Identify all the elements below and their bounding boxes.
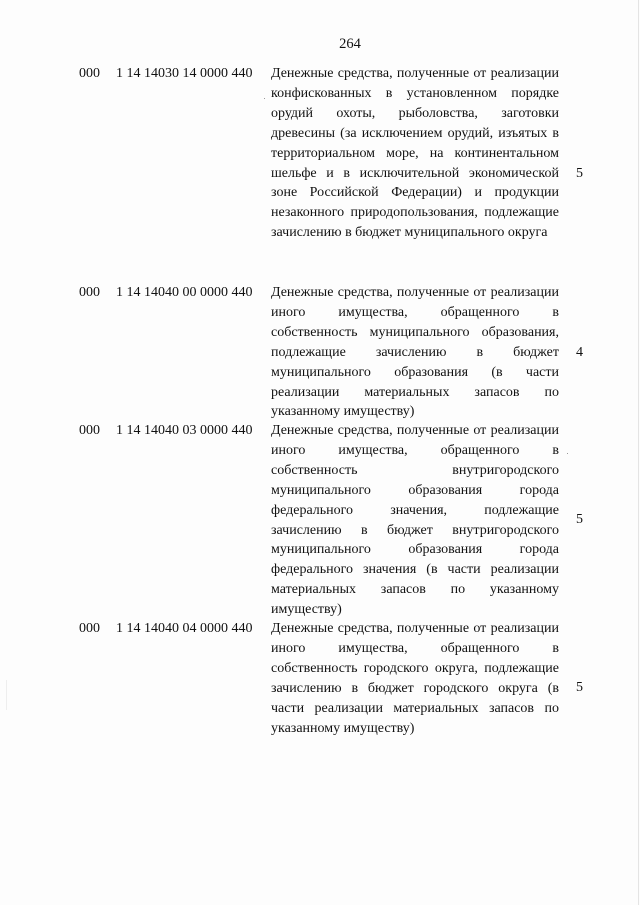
income-description: Денежные средства, полученные от реализации иного имущества, обращенного в собственность городского округа, подлежащие зачислению в бюджет городского округа (в части реализации материальных запасов по указанному имуществу) xyxy=(271,621,559,736)
budget-classification-code: 1 14 14040 04 0000 440 xyxy=(116,621,253,636)
budget-classification-code: 1 14 14040 03 0000 440 xyxy=(116,423,253,438)
admin-code: 000 xyxy=(79,621,100,636)
page-number: 264 xyxy=(339,36,361,52)
budget-classification-code: 1 14 14030 14 0000 440 xyxy=(116,66,253,81)
income-description: Денежные средства, полученные от реализации иного имущества, обращенного в собственность внутригородского муниципального образования города федерального значения, подлежащие зачислению в бюджет внутригородского муниципального образования города федерального значения (в части реализации материальных запасов по указанному имуществу) xyxy=(271,423,559,618)
admin-code: 000 xyxy=(79,285,100,300)
admin-code: 000 xyxy=(79,66,100,81)
scan-speck xyxy=(567,453,568,454)
scan-edge xyxy=(638,0,639,905)
income-description: Денежные средства, полученные от реализации иного имущества, обращенного в собственность муниципального образования, подлежащие зачислению в бюджет муниципального образования (в части реализации материальных запасов по указанному имуществу) xyxy=(271,285,559,420)
distribution-norm: 5 xyxy=(576,512,583,527)
scan-speck xyxy=(264,98,265,99)
income-description: Денежные средства, полученные от реализации конфискованных в установленном порядке орудий охоты, рыболовства, заготовки древесины (за исключением орудий, изъятых в территориальном море, на континентальном шельфе и в исключительной экономической зоне Российской Федерации) и продукции незаконного природопользования, подлежащие зачислению в бюджет муниципального округа xyxy=(271,66,559,241)
scan-mark xyxy=(6,680,7,710)
budget-classification-code: 1 14 14040 00 0000 440 xyxy=(116,285,253,300)
admin-code: 000 xyxy=(79,423,100,438)
distribution-norm: 5 xyxy=(576,680,583,695)
distribution-norm: 4 xyxy=(576,345,583,360)
distribution-norm: 5 xyxy=(576,166,583,181)
